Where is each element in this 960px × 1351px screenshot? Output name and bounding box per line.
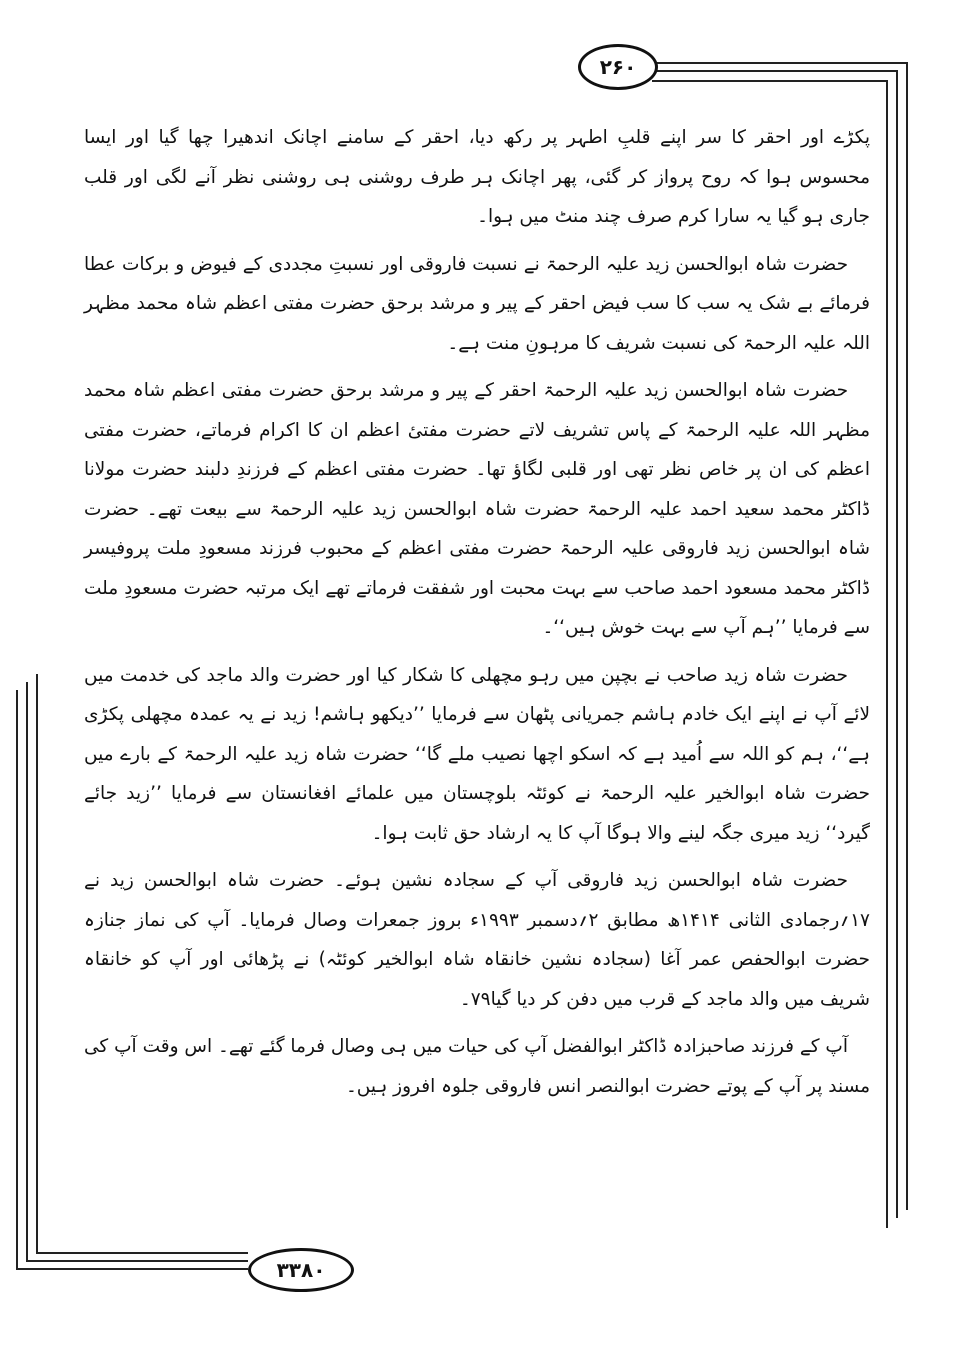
page-number-top — [578, 44, 658, 90]
paragraph-5: حضرت شاہ ابوالحسن زید فاروقی آپ کے سجادہ نشین ہوئے۔ حضرت شاہ ابوالحسن زید نے ۱۷؍رجمادی الثانی ۱۴۱۴ھ مطابق ۲؍دسمبر ۱۹۹۳ء بروز جمعرات وصال فرمایا۔ آپ کی نماز جنازہ حضرت ابوالحفص عمر آغا (سجادہ نشین خانقاہ شاہ ابوالخیر کوئٹہ) نے پڑھائی اور آپ کو خانقاہ شریف میں والد ماجد کے قرب میں دفن کر دیا گیا۷۹۔ — [84, 870, 870, 1010]
page-number-top-text: ۲۶۰ — [599, 55, 637, 79]
frame-border-top-inner — [652, 80, 888, 82]
frame-border-left-middle — [26, 682, 28, 1260]
frame-border-right-inner — [886, 80, 888, 1228]
page-body — [84, 118, 870, 1106]
frame-border-top-middle — [652, 70, 898, 72]
page-number-bottom — [248, 1248, 354, 1292]
paragraph-1: پکڑے اور احقر کا سر اپنے قلبِ اطہر پر رکھ دیا، احقر کے سامنے اچانک اندھیرا چھا گیا اور ایسا محسوس ہوا کہ روح پرواز کر گئی، پھر اچانک ہر طرف روشنی ہی روشنی نظر آنے لگی اور قلب جاری ہو گیا یہ سارا کرم صرف چند منٹ میں ہوا۔ — [84, 127, 870, 227]
frame-border-left-inner — [36, 674, 38, 1252]
frame-border-right-outer — [906, 62, 908, 1210]
frame-border-bottom-outer — [16, 1268, 248, 1270]
paragraph-6: آپ کے فرزند صاحبزادہ ڈاکٹر ابوالفضل آپ کی حیات میں ہی وصال فرما گئے تھے۔ اس وقت آپ کی مسند پر آپ کے پوتے حضرت ابوالنصر انس فاروقی جلوہ افروز ہیں۔ — [84, 1036, 870, 1097]
paragraph-3: حضرت شاہ ابوالحسن زید علیہ الرحمۃ احقر کے پیر و مرشد برحق حضرت مفتی اعظم شاہ محمد مظہر اللہ علیہ الرحمۃ کے پاس تشریف لاتے حضرت مفتیٔ اعظم ان کا اکرام فرماتے، حضرت مفتی اعظم کی ان پر خاص نظر تھی اور قلبی لگاؤ تھا۔ حضرت مفتی اعظم کے فرزندِ دلبند حضرت مولانا ڈاکٹر محمد سعید احمد علیہ الرحمۃ حضرت شاہ ابوالحسن زید علیہ الرحمۃ سے بیعت تھے۔ حضرت شاہ ابوالحسن زید فاروقی علیہ الرحمۃ حضرت مفتی اعظم کے محبوب فرزند مسعودِ ملت پروفیسر ڈاکٹر محمد مسعود احمد صاحب سے بہت محبت اور شفقت فرماتے تھے ایک مرتبہ حضرت مسعودِ ملت سے فرمایا ’’ہم آپ سے بہت خوش ہیں‘‘۔ — [84, 380, 870, 638]
frame-border-right-middle — [896, 70, 898, 1218]
page-number-bottom-text: ۳۳۸۰ — [276, 1258, 326, 1282]
paragraph-2: حضرت شاہ ابوالحسن زید علیہ الرحمۃ نے نسبت فاروقی اور نسبتِ مجددی کے فیوض و برکات عطا فرمائے بے شک یہ سب کا سب فیض احقر کے پیر و مرشد برحق حضرت مفتی اعظم شاہ محمد مظہر اللہ علیہ الرحمۃ کی نسبت شریف کا مرہونِ منت ہے۔ — [84, 253, 870, 354]
paragraph-4: حضرت شاہ زید صاحب نے بچپن میں رہو مچھلی کا شکار کیا اور حضرت والد ماجد کی خدمت میں لائے آپ نے اپنے ایک خادم ہاشم جمریانی پٹھان سے فرمایا ’’دیکھو ہاشم! زید نے یہ عمدہ مچھلی پکڑی ہے‘‘، ہم کو اللہ سے اُمید ہے کہ اسکو اچھا نصیب ملے گا‘‘ حضرت شاہ زید علیہ الرحمۃ کے بارے میں حضرت شاہ ابوالخیر علیہ الرحمۃ نے کوئٹہ بلوچستان میں علمائے افغانستان سے فرمایا ’’زید جائے گیرد‘‘ زید میری جگہ لینے والا ہوگا آپ کا یہ ارشاد حق ثابت ہوا۔ — [84, 664, 870, 844]
frame-border-top-outer — [652, 62, 908, 64]
frame-border-bottom-inner — [36, 1252, 248, 1254]
frame-border-left-outer — [16, 690, 18, 1268]
frame-border-bottom-middle — [26, 1260, 248, 1262]
